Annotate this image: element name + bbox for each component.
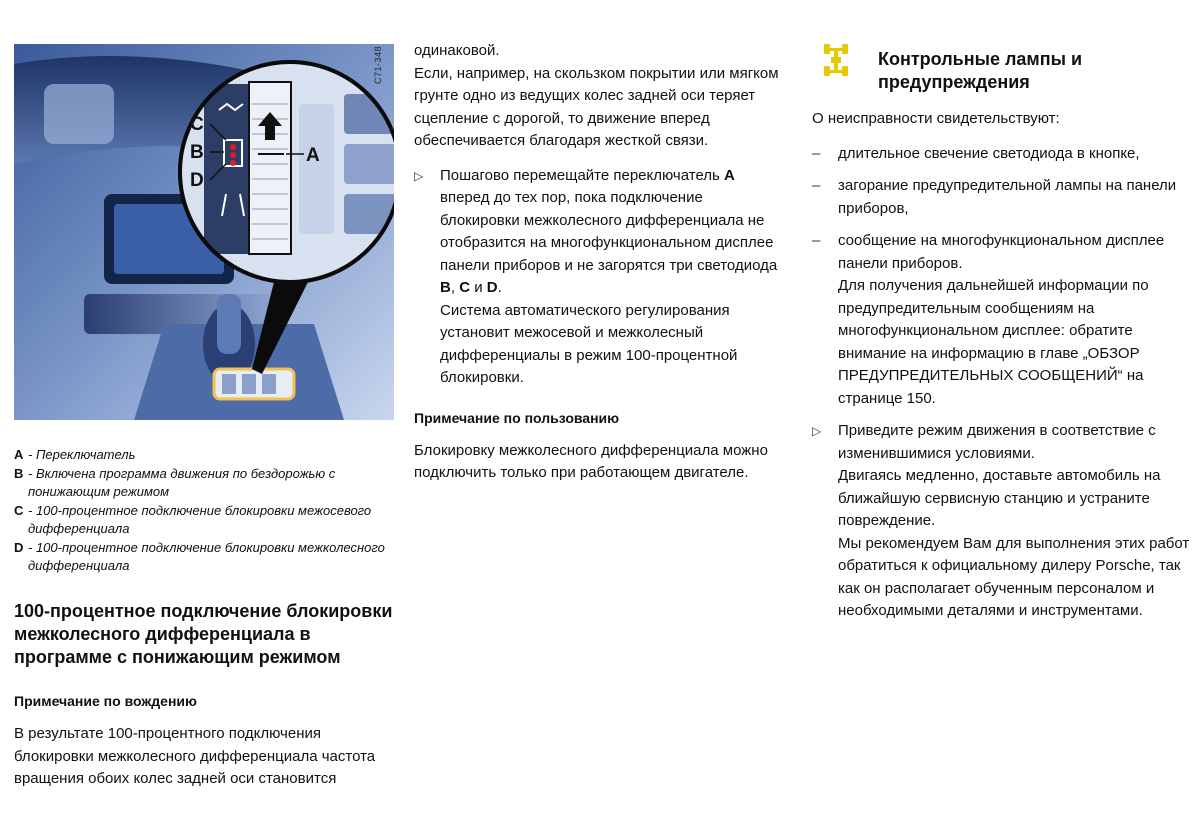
- legend-item: [14, 446, 394, 465]
- key-d: D: [486, 279, 498, 296]
- list-item-text: загорание предупредительной лампы на панели приборов,: [838, 177, 1177, 217]
- key-a: A: [724, 166, 735, 184]
- bullet-marker: ▷: [414, 168, 424, 183]
- usage-note-heading: Примечание по пользованию: [414, 409, 620, 426]
- dashboard-illustration: [14, 44, 394, 420]
- list-item: [812, 175, 1192, 220]
- action-text: Двигаясь медленно, доставьте автомобиль на ближайшую сервисную станцию и устраните повреждение.: [838, 467, 1161, 529]
- legend-desc: - Включена программа движения по бездорожью с понижающим режимом: [28, 465, 336, 499]
- legend-desc: - Переключатель: [28, 447, 136, 462]
- list-item-text: сообщение на многофункциональном дисплее панели приборов.: [838, 232, 1165, 272]
- callout-d: D: [190, 170, 204, 191]
- dash-marker: –: [812, 177, 821, 194]
- section-heading: 100-процентное подключение блокировки межколесного дифференциала в программе с понижающим режимом: [14, 601, 393, 667]
- callout-a: A: [306, 145, 320, 166]
- warnings-heading: Контрольные лампы и предупреждения: [878, 49, 1083, 92]
- legend-item: [14, 502, 394, 539]
- figure-code: C71-348: [373, 46, 383, 85]
- callout-c: C: [190, 114, 204, 135]
- instruction-step: [414, 165, 784, 390]
- legend-key: A: [14, 447, 24, 462]
- list-item-text: длительное свечение светодиода в кнопке,: [838, 144, 1140, 162]
- driving-note-heading: Примечание по вождению: [14, 693, 197, 709]
- list-item-extra: Для получения дальнейшей информации по предупредительным сообщениям на многофункциональном дисплее: обратите внимание на информацию в главе „ОБЗОР ПРЕДУПРЕДИТЕЛЬНЫХ СООБЩЕНИЙ“ на странице 150.: [838, 277, 1149, 407]
- key-c: C: [459, 279, 471, 296]
- legend-key: D: [14, 539, 24, 555]
- dash-marker: –: [812, 232, 821, 249]
- legend-key: C: [14, 502, 24, 518]
- dash-marker: –: [812, 144, 821, 162]
- figure-legend: [14, 446, 394, 576]
- bullet-marker: ▷: [812, 424, 822, 438]
- legend-desc: - 100-процентное подключение блокировки межосевого дифференциала: [28, 502, 372, 536]
- list-item: [812, 230, 1192, 410]
- driving-note-text: В результате 100-процентного подключения блокировки межколесного дифференциала частота вращения обоих колес задней оси становится: [14, 725, 376, 787]
- action-text: Мы рекомендуем Вам для выполнения этих работ обратиться к официальному дилеру Porsche, так как он располагает обученным персоналом и необходимыми деталями и инструментами.: [838, 534, 1190, 619]
- legend-item: [14, 465, 394, 502]
- key-b: B: [440, 279, 451, 296]
- list-item: [812, 143, 1192, 166]
- action-text: Приведите режим движения в соответствие с изменившимися условиями.: [838, 422, 1156, 462]
- section-low-range: [14, 600, 394, 791]
- legend-key: B: [14, 465, 24, 481]
- column-middle: [414, 40, 784, 485]
- column-right: [812, 108, 1192, 623]
- step-text: Пошагово перемещайте переключатель A вперед до тех пор, пока подключение блокировки межколесного дифференциала не отобразится на многофункциональном дисплее панели приборов и не загорятся три светодиода B, C и D.: [440, 166, 778, 296]
- warnings-title-box: [878, 48, 1178, 94]
- legend-item: [14, 539, 394, 576]
- action-step: [812, 420, 1192, 623]
- legend-desc: - 100-процентное подключение блокировки межколесного дифференциала: [28, 539, 385, 573]
- continued-text: одинаковой.: [414, 42, 500, 59]
- warnings-intro: О неисправности свидетельствуют:: [812, 110, 1060, 127]
- callout-b: B: [190, 142, 204, 163]
- differential-lock-warning-icon: [823, 42, 849, 78]
- example-text: Если, например, на скользком покрытии или мягком грунте одно из ведущих колес задней оси теряет сцепление с дорогой, то движение вперед обеспечивается благодаря жесткой связи.: [414, 64, 779, 149]
- step-result: Система автоматического регулирования установит межосевой и межколесный дифференциалы в режим 100-процентной блокировки.: [440, 301, 738, 386]
- usage-note-text: Блокировку межколесного дифференциала можно подключить только при работающем двигателе.: [414, 441, 768, 481]
